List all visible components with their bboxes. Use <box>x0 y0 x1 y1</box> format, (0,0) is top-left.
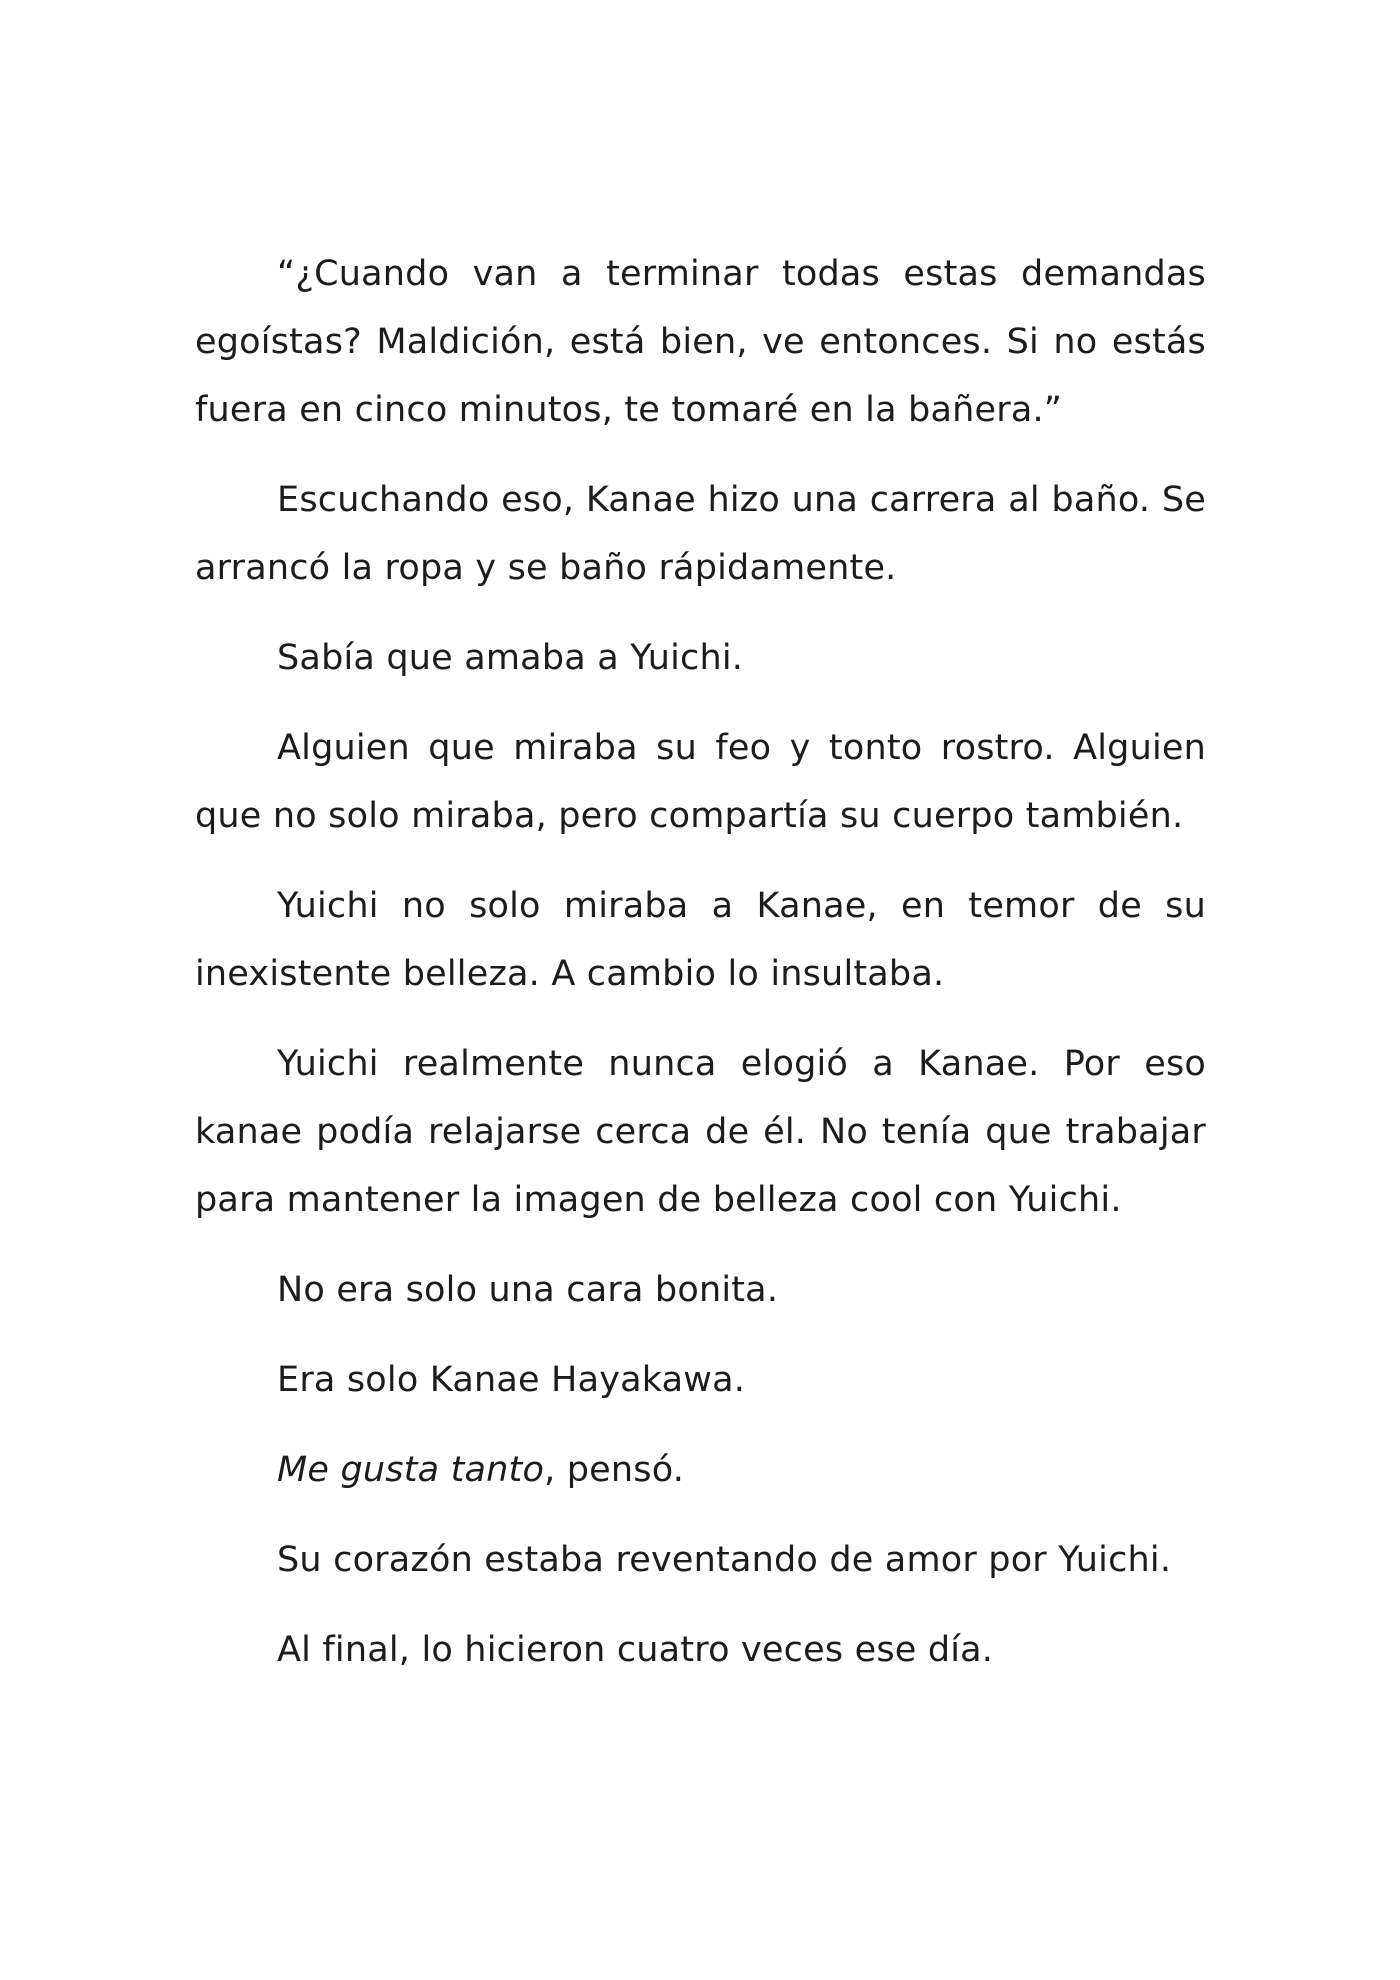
paragraph-thought <box>195 1436 1206 1504</box>
paragraph-10: Su corazón estaba reventando de amor por Yuichi. <box>277 1540 1172 1580</box>
thought-italic-1: Me <box>277 1450 330 1490</box>
paragraph-1: “¿Cuando van a terminar todas estas demandas egoístas? Maldición, está bien, ve entonces. Si no estás fuera en cinco minutos, te tomaré en la bañera.” <box>195 254 1206 430</box>
text-body <box>195 240 1206 1706</box>
thought-rest: , pensó. <box>544 1450 685 1490</box>
paragraph-7: No era solo una cara bonita. <box>277 1270 779 1310</box>
paragraph-6: Yuichi realmente nunca elogió a Kanae. Por eso kanae podía relajarse cerca de él. No tenía que trabajar para mantener la imagen de belleza cool con Yuichi. <box>195 1044 1206 1220</box>
paragraph-8: Era solo Kanae Hayakawa. <box>277 1360 746 1400</box>
paragraph-3: Sabía que amaba a Yuichi. <box>277 638 744 678</box>
paragraph-5: Yuichi no solo miraba a Kanae, en temor de su inexistente belleza. A cambio lo insultaba. <box>195 886 1206 994</box>
paragraph-2: Escuchando eso, Kanae hizo una carrera al baño. Se arrancó la ropa y se baño rápidamente. <box>195 480 1206 588</box>
thought-italic-2: gusta tanto <box>340 1450 545 1490</box>
paragraph-11: Al final, lo hicieron cuatro veces ese día. <box>277 1630 994 1670</box>
paragraph-4: Alguien que miraba su feo y tonto rostro. Alguien que no solo miraba, pero compartía su cuerpo también. <box>195 728 1206 836</box>
